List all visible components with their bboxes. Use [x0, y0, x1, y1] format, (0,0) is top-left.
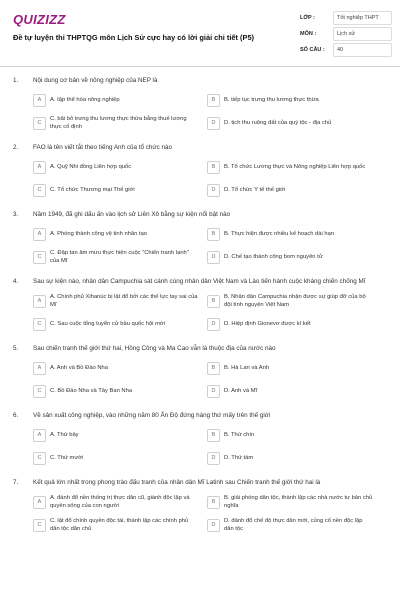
meta-row-count	[300, 42, 392, 57]
answer-option[interactable]	[33, 315, 207, 334]
answer-option[interactable]	[33, 114, 207, 133]
option-text: A. Quỹ Nhi đồng Liên hợp quốc	[50, 163, 132, 170]
meta-value-class: Tốt nghiệp THPT	[333, 11, 392, 25]
option-letter-box: B	[207, 228, 220, 241]
question-header	[13, 143, 390, 152]
option-text: D. Chế tạo thành công bom nguyên tử	[224, 253, 323, 260]
option-letter-box: C	[33, 251, 46, 264]
answer-option[interactable]	[207, 382, 381, 401]
answer-option[interactable]	[33, 181, 207, 200]
question-text: Năm 1949, đã ghi dấu ấn vào lịch sử Liên Xô bằng sự kiện nổi bật nào	[33, 211, 231, 218]
option-text: D. Thứ tám	[224, 454, 254, 461]
option-letter-box: A	[33, 295, 46, 308]
option-letter-box: A	[33, 228, 46, 241]
question-number: 3.	[13, 211, 19, 218]
option-letter-box: D	[207, 117, 220, 130]
option-letter-box: D	[207, 251, 220, 264]
answer-option[interactable]	[207, 158, 381, 177]
option-letter-box: C	[33, 385, 46, 398]
option-letter-box: D	[207, 519, 220, 532]
option-text: A. Thứ bảy	[50, 431, 79, 438]
question-header	[13, 411, 390, 420]
answer-option[interactable]	[33, 449, 207, 468]
option-text: A. đánh đổ nền thống trị thực dân cũ, giành độc lập và quyền sống của con người	[50, 495, 190, 509]
answer-option[interactable]	[207, 225, 381, 244]
question-text: Sau chiến tranh thế giới thứ hai, Hồng Công và Ma Cao vẫn là thuộc địa của nước nào	[33, 345, 276, 352]
answer-options	[33, 493, 381, 539]
option-text: C. Thứ mười	[50, 454, 84, 461]
option-letter-box: C	[33, 318, 46, 331]
option-text: B. Hà Lan và Anh	[224, 364, 270, 371]
question-header	[13, 478, 390, 487]
question-number: 1.	[13, 77, 19, 84]
answer-option[interactable]	[207, 248, 381, 267]
option-letter-box: D	[207, 184, 220, 197]
answer-option[interactable]	[207, 181, 381, 200]
question-text: Nội dung cơ bản về nông nghiệp của NEP là	[33, 77, 158, 84]
question-text: Sau sự kiện nào, nhân dân Campuchia sát cánh cùng nhân dân Việt Nam và Lào tiến hành cuộc kháng chiến chống Mĩ	[33, 278, 366, 285]
answer-options	[33, 359, 381, 405]
meta-row-class	[300, 10, 392, 25]
option-text: B. Thứ chín	[224, 431, 255, 438]
question-text: Kết quả lớn nhất trong phong trào đấu tranh của nhân dân Mĩ Latinh sau Chiến tranh thế giới thứ hai là	[33, 479, 321, 486]
answer-option[interactable]	[207, 493, 381, 512]
worksheet-meta	[300, 10, 392, 58]
answer-option[interactable]	[207, 292, 381, 311]
question-number: 7.	[13, 479, 19, 486]
option-text: D. đánh đổ chế độ thực dân mới, củng cố nền độc lập dân tộc	[224, 518, 363, 532]
option-text: D. Hiệp định Gionevơ được kí kết	[224, 320, 311, 327]
answer-option[interactable]	[33, 493, 207, 512]
option-text: D. Tổ chức Y tế thế giới	[224, 186, 286, 193]
question-number: 6.	[13, 412, 19, 419]
option-text: A. Anh và Bồ Đào Nha	[50, 364, 109, 371]
meta-label: MÔN :	[300, 30, 317, 37]
question-text: Về sản xuất công nghiệp, vào những năm 80 Ấn Độ đứng hàng thứ mấy trên thế giới	[33, 412, 271, 419]
option-text: B. giải phóng dân tộc, thành lập các nhà nước tư bản chủ nghĩa	[224, 495, 373, 509]
answer-option[interactable]	[33, 225, 207, 244]
option-text: C. bãi bỏ trưng thu lương thực thừa bằng thuế lương thực cố định	[50, 116, 187, 130]
option-letter-box: C	[33, 184, 46, 197]
option-text: A. Chính phủ Xihanúc bị lật đổ bởi các thế lực tay sai của Mĩ	[50, 294, 198, 308]
question-header	[13, 210, 390, 219]
answer-option[interactable]	[33, 382, 207, 401]
quizizz-logo: QUIZIZZ	[13, 12, 66, 27]
answer-options	[33, 292, 381, 338]
option-letter-box: B	[207, 429, 220, 442]
question-header	[13, 344, 390, 353]
option-text: B. Tổ chức Lương thực và Nông nghiệp Liên hợp quốc	[224, 163, 366, 170]
question-number: 2.	[13, 144, 19, 151]
question-header	[13, 277, 390, 286]
answer-option[interactable]	[207, 426, 381, 445]
answer-option[interactable]	[33, 158, 207, 177]
question-number: 5.	[13, 345, 19, 352]
option-text: A. tập thể hóa nông nghiệp	[50, 96, 120, 103]
option-letter-box: D	[207, 385, 220, 398]
answer-options	[33, 426, 381, 472]
option-text: C. Đập tan âm mưu thực hiện cuộc "Chiến tranh lạnh" của Mĩ	[50, 250, 189, 264]
answer-option[interactable]	[207, 315, 381, 334]
option-letter-box: A	[33, 429, 46, 442]
answer-option[interactable]	[207, 91, 381, 110]
question-item	[0, 76, 400, 137]
option-text: C. Bồ Đào Nha và Tây Ban Nha	[50, 387, 133, 394]
answer-option[interactable]	[33, 359, 207, 378]
answer-option[interactable]	[207, 359, 381, 378]
worksheet-title: Đề tự luyện thi THPTQG môn Lịch Sử cực hay có lời giải chi tiết (P5)	[13, 33, 255, 42]
answer-options	[33, 225, 381, 271]
question-item	[0, 411, 400, 472]
option-letter-box: D	[207, 318, 220, 331]
option-text: A. Phóng thành công vệ tinh nhân tạo	[50, 230, 148, 237]
meta-label: LỚP :	[300, 14, 315, 21]
question-item	[0, 478, 400, 539]
worksheet-header	[0, 0, 400, 67]
option-letter-box: A	[33, 496, 46, 509]
option-text: B. Nhân dân Campuchia nhận được sự giúp đỡ của bộ đội tình nguyện Việt Nam	[224, 294, 366, 308]
option-letter-box: A	[33, 362, 46, 375]
option-letter-box: B	[207, 161, 220, 174]
option-letter-box: C	[33, 519, 46, 532]
option-letter-box: B	[207, 295, 220, 308]
meta-value-subject: Lịch sử	[333, 27, 392, 41]
option-letter-box: A	[33, 161, 46, 174]
question-list	[0, 76, 400, 545]
question-item	[0, 143, 400, 204]
option-letter-box: A	[33, 94, 46, 107]
question-item	[0, 210, 400, 271]
question-item	[0, 277, 400, 338]
option-letter-box: C	[33, 117, 46, 130]
question-header	[13, 76, 390, 85]
question-text: FAO là tên viết tắt theo tiếng Anh của tổ chức nào	[33, 144, 172, 151]
answer-option[interactable]	[207, 114, 381, 133]
option-text: C. lật đổ chính quyền độc tài, thành lập các chính phủ dân tộc dân chủ	[50, 518, 189, 532]
option-text: B. tiếp tục trưng thu lương thực thừa	[224, 96, 319, 103]
meta-row-subject	[300, 26, 392, 41]
option-text: D. tịch thu ruộng đất của quý tộc - địa chủ	[224, 119, 332, 126]
option-letter-box: B	[207, 94, 220, 107]
option-text: B. Thực hiện được nhiều kế hoạch dài hạn	[224, 230, 335, 237]
answer-option[interactable]	[207, 449, 381, 468]
option-letter-box: C	[33, 452, 46, 465]
option-letter-box: D	[207, 452, 220, 465]
answer-option[interactable]	[33, 516, 207, 535]
answer-options	[33, 158, 381, 204]
answer-option[interactable]	[33, 426, 207, 445]
option-letter-box: B	[207, 496, 220, 509]
option-text: C. Tổ chức Thương mại Thế giới	[50, 186, 135, 193]
answer-option[interactable]	[33, 292, 207, 311]
option-text: C. Sau cuộc tổng tuyển cử bầu quốc hội mới	[50, 320, 165, 327]
meta-value-count: 40	[333, 43, 392, 57]
option-text: D. Anh và Mĩ	[224, 387, 258, 394]
question-item	[0, 344, 400, 405]
meta-label: SỐ CÂU :	[300, 46, 325, 53]
question-number: 4.	[13, 278, 19, 285]
option-letter-box: B	[207, 362, 220, 375]
answer-options	[33, 91, 381, 137]
answer-option[interactable]	[33, 91, 207, 110]
answer-option[interactable]	[33, 248, 207, 267]
answer-option[interactable]	[207, 516, 381, 535]
